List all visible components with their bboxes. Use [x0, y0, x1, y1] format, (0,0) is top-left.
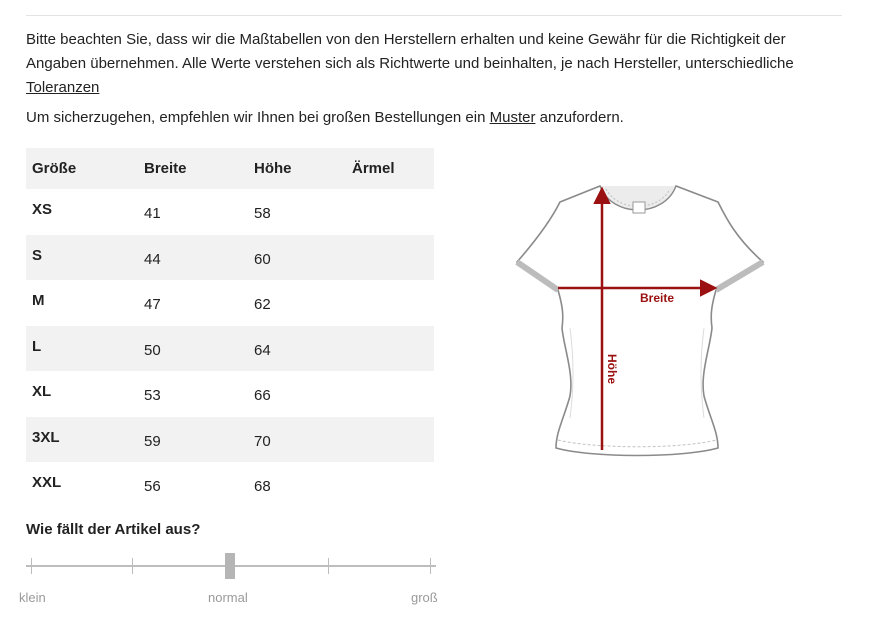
slider-tick [430, 558, 431, 574]
sleeve-cell [346, 280, 434, 326]
slider-tick [328, 558, 329, 574]
height-cell: 62 [254, 296, 271, 314]
table-row [26, 417, 434, 463]
size-cell: L [26, 326, 138, 372]
width-cell: 41 [144, 205, 161, 223]
table-row [26, 189, 434, 235]
height-cell: 70 [248, 417, 346, 463]
size-notice [26, 28, 846, 130]
top-divider [26, 15, 842, 16]
fit-label-large: groß [411, 590, 438, 605]
sample-paragraph [26, 106, 846, 130]
height-cell: 60 [248, 235, 346, 281]
size-cell: M [32, 292, 45, 310]
table-row [26, 462, 434, 508]
fit-label-normal: normal [208, 590, 248, 605]
fit-label-small: klein [19, 590, 46, 605]
width-cell: 53 [144, 387, 161, 405]
size-cell: S [26, 235, 138, 281]
width-cell: 44 [138, 235, 248, 281]
fit-slider[interactable] [26, 552, 436, 580]
toleranzen-link[interactable]: Toleranzen [26, 79, 100, 96]
muster-link[interactable]: Muster [489, 109, 536, 126]
notice-text: Bitte beachten Sie, dass wir die Maßtabellen von den Herstellern erhalten und keine Gewähr für die Richtigkeit der Angaben übernehmen. Alle Werte verstehen sich als Richtwerte und beinhalten, je nach Hersteller, unterschiedliche [26, 31, 794, 72]
sample-text: Um sicherzugehen, empfehlen wir Ihnen bei großen Bestellungen ein [26, 109, 490, 126]
sleeve-cell [346, 462, 434, 508]
size-cell: XL [32, 383, 52, 401]
slider-thumb[interactable] [225, 553, 235, 579]
tshirt-outline [517, 186, 763, 456]
table-row [26, 326, 434, 372]
table-row [26, 235, 434, 281]
sleeve-cell [346, 235, 434, 281]
slider-tick [31, 558, 32, 574]
height-cell: 66 [254, 387, 271, 405]
header-height: Höhe [248, 148, 346, 189]
size-table [26, 148, 434, 508]
slider-tick [132, 558, 133, 574]
sleeve-cell [346, 326, 434, 372]
neck-label [633, 202, 645, 213]
height-cell: 58 [254, 205, 271, 223]
width-cell: 56 [144, 478, 161, 496]
header-width: Breite [138, 148, 248, 189]
header-sleeve: Ärmel [346, 148, 434, 189]
height-cell: 68 [254, 478, 271, 496]
sleeve-cell [346, 371, 434, 417]
size-cell: XS [32, 201, 53, 219]
notice-paragraph [26, 28, 846, 100]
width-cell: 59 [138, 417, 248, 463]
width-cell: 47 [144, 296, 161, 314]
height-label: Höhe [605, 354, 619, 384]
table-row [26, 371, 434, 417]
width-label: Breite [640, 291, 675, 305]
fit-question: Wie fällt der Artikel aus? [26, 521, 201, 538]
tshirt-measurement-diagram [512, 178, 768, 468]
height-cell: 64 [248, 326, 346, 372]
header-size: Größe [26, 148, 138, 189]
sleeve-cell [346, 189, 434, 235]
size-cell: XXL [32, 474, 62, 492]
sleeve-cell [346, 417, 434, 463]
width-cell: 50 [138, 326, 248, 372]
size-table-header [26, 148, 434, 189]
size-cell: 3XL [26, 417, 138, 463]
table-row [26, 280, 434, 326]
sample-text-end: anzufordern. [535, 109, 624, 126]
